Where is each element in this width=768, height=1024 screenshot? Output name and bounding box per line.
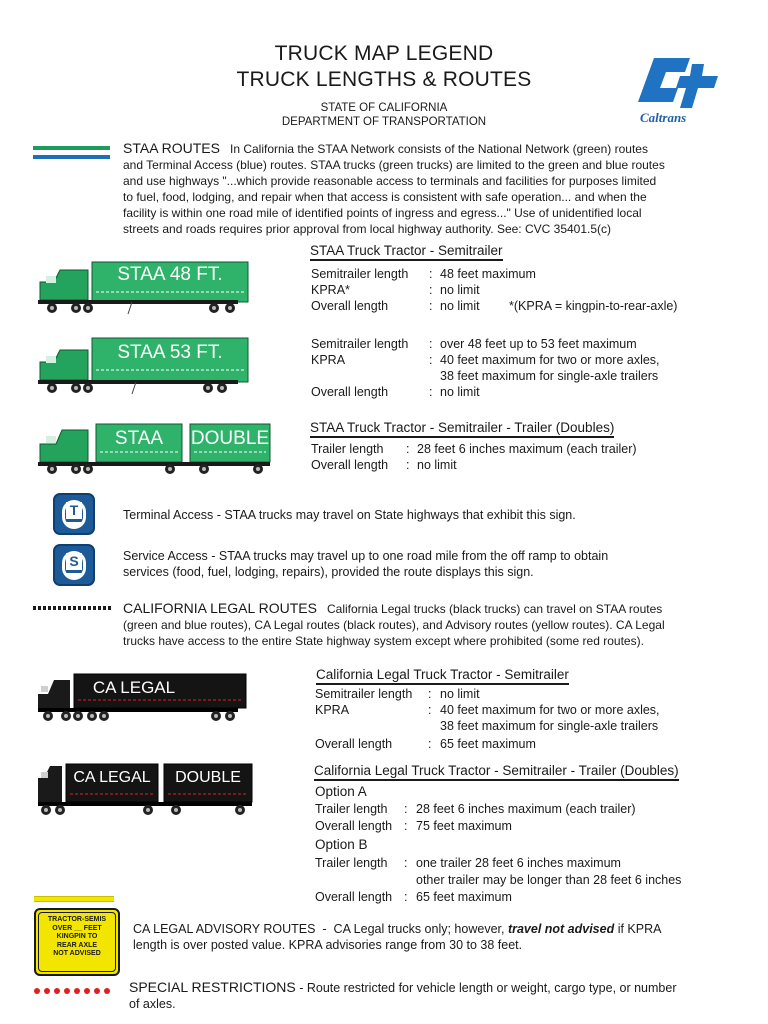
- staa-48ft-label: STAA 48 FT.: [117, 264, 223, 285]
- advisory-text-post: if KPRA: [614, 922, 662, 936]
- spec-label: Overall length: [315, 819, 393, 833]
- staa-48-specs: [311, 266, 731, 316]
- spec-value: no limit: [440, 299, 480, 313]
- option-b-label: Option B: [315, 837, 368, 852]
- spec-label: Trailer length: [315, 802, 388, 816]
- service-access-sign-icon: [53, 544, 95, 586]
- ca-legal-doubles-truck: [36, 762, 256, 818]
- staa-doubles-truck: [36, 418, 272, 478]
- spec-colon: :: [429, 299, 433, 313]
- spec-colon: :: [404, 890, 408, 904]
- spec-colon: :: [428, 687, 432, 701]
- ca-legal-routes-heading: CALIFORNIA LEGAL ROUTES: [123, 600, 317, 616]
- staa-routes-line3: and use highways "...which provide reasonable access to terminals and facilities for purposes limited: [123, 174, 657, 188]
- option-a-label: Option A: [315, 784, 367, 799]
- spec-colon: :: [429, 353, 433, 367]
- spec-value: 28 feet 6 inches maximum (each trailer): [417, 442, 637, 456]
- spec-colon: :: [428, 737, 432, 751]
- ca-legal-doubles-front-label: CA LEGAL: [73, 769, 151, 786]
- staa-routes-line5: facility is within one road mile of identified points of ingress and egress..." Use of unidentified local: [123, 206, 642, 220]
- red-dots-graphic: [33, 987, 113, 995]
- spec-value: 40 feet maximum for two or more axles,: [440, 353, 660, 367]
- special-restrictions-line1: - Route restricted for vehicle length or weight, cargo type, or number: [295, 981, 677, 995]
- page-title-line2: TRUCK LENGTHS & ROUTES: [236, 68, 532, 91]
- spec-value: no limit: [417, 458, 457, 472]
- ca-legal-routes-line3: trucks have access to the entire State highway system except where prohibited (some red routes).: [123, 634, 644, 648]
- special-restrictions-paragraph: [129, 979, 729, 1012]
- staa-routes-line6: streets and roads requires prior approval from local highway authority. See: CVC 35401.5(c): [123, 222, 612, 236]
- spec-colon: :: [429, 267, 433, 281]
- spec-value: 65 feet maximum: [416, 890, 512, 904]
- spec-label: Overall length: [315, 737, 393, 751]
- ca-legal-semitrailer-heading: California Legal Truck Tractor - Semitrailer: [316, 667, 569, 685]
- ca-legal-routes-line1: California Legal trucks (black trucks) can travel on STAA routes: [327, 602, 663, 616]
- spec-label: Semitrailer length: [315, 687, 413, 701]
- advisory-heading: CA LEGAL ADVISORY ROUTES: [133, 922, 316, 936]
- caltrans-logo-text: Caltrans: [640, 110, 687, 125]
- staa-routes-line4: to fuel, food, lodging, and repair when that access is consistent with safe operation... and when the: [123, 190, 647, 204]
- spec-value: 65 feet maximum: [440, 737, 536, 751]
- advisory-sign-text: [38, 912, 116, 972]
- staa-doubles-specs: [311, 441, 751, 475]
- service-access-line2: services (food, fuel, lodging, repairs), provided the route displays this sign.: [123, 565, 534, 579]
- spec-label: Overall length: [311, 458, 389, 472]
- spec-label: Overall length: [311, 299, 389, 313]
- spec-colon: :: [428, 703, 432, 717]
- advisory-text-pre: - CA Legal trucks only; however,: [315, 922, 508, 936]
- staa-53ft-label: STAA 53 FT.: [117, 342, 223, 363]
- advisory-sign-line: TRACTOR-SEMIS: [47, 916, 107, 923]
- ca-legal-truck: [36, 670, 250, 726]
- ca-legal-truck-label: CA LEGAL: [92, 678, 176, 697]
- advisory-sign-line: KINGPIN TO: [56, 933, 98, 940]
- staa-doubles-front-label: STAA: [114, 428, 164, 449]
- spec-colon: :: [429, 337, 433, 351]
- subtitle-state: STATE OF CALIFORNIA: [320, 102, 448, 114]
- terminal-access-letter: T: [66, 502, 82, 519]
- spec-value: over 48 feet up to 53 feet maximum: [440, 337, 637, 351]
- advisory-text-emphasis: travel not advised: [507, 922, 615, 936]
- spec-label: KPRA*: [311, 283, 350, 297]
- staa-semitrailer-heading: STAA Truck Tractor - Semitrailer: [310, 243, 503, 261]
- service-access-text: [123, 548, 608, 580]
- spec-colon: :: [404, 819, 408, 833]
- advisory-paragraph: [133, 921, 733, 953]
- service-access-line1: Service Access - STAA trucks may travel up to one road mile from the off ramp to obtain: [123, 549, 609, 563]
- special-restrictions-heading: SPECIAL RESTRICTIONS: [129, 979, 296, 995]
- spec-label: Semitrailer length: [311, 267, 409, 281]
- advisory-sign-line: REAR AXLE: [56, 941, 98, 949]
- spec-label: Semitrailer length: [311, 337, 409, 351]
- spec-label: Trailer length: [315, 856, 388, 870]
- terminal-access-sign-icon: [53, 493, 95, 535]
- option-b-specs: [315, 855, 755, 907]
- spec-value: 75 feet maximum: [416, 819, 512, 833]
- staa-53-specs: [311, 336, 751, 402]
- spec-label: KPRA: [315, 703, 350, 717]
- staa-routes-heading: STAA ROUTES: [123, 140, 220, 156]
- special-restrictions-line2: of axles.: [129, 997, 176, 1011]
- spec-value: other trailer may be longer than 28 feet 6 inches: [416, 873, 682, 887]
- spec-value: 40 feet maximum for two or more axles,: [440, 703, 660, 717]
- spec-value: 28 feet 6 inches maximum (each trailer): [416, 802, 636, 816]
- spec-value: one trailer 28 feet 6 inches maximum: [416, 856, 621, 870]
- spec-label: KPRA: [311, 353, 346, 367]
- staa-route-green-line: [33, 146, 110, 150]
- kpra-note: *(KPRA = kingpin-to-rear-axle): [509, 299, 678, 313]
- ca-legal-doubles-heading: California Legal Truck Tractor - Semitrailer - Trailer (Doubles): [314, 763, 679, 781]
- spec-colon: :: [406, 442, 410, 456]
- ca-legal-route-dotted-line: [33, 606, 111, 610]
- advisory-line2: length is over posted value. KPRA advisories range from 30 to 38 feet.: [133, 938, 523, 952]
- advisory-sign-line: OVER __ FEET: [52, 924, 102, 932]
- terminal-access-text: Terminal Access - STAA trucks may travel on State highways that exhibit this sign.: [123, 508, 576, 522]
- spec-value: 38 feet maximum for single-axle trailers: [440, 719, 659, 733]
- spec-value: no limit: [440, 385, 480, 399]
- page-title-line1: TRUCK MAP LEGEND: [274, 42, 494, 65]
- spec-colon: :: [406, 458, 410, 472]
- spec-value: 48 feet maximum: [440, 267, 536, 281]
- advisory-route-yellow-line: [34, 896, 114, 902]
- spec-label: Overall length: [311, 385, 389, 399]
- terminal-route-blue-line: [33, 155, 110, 159]
- staa-53ft-truck: [36, 336, 252, 398]
- special-restriction-red-dots: [33, 982, 113, 990]
- ca-legal-doubles-rear-label: DOUBLE: [175, 769, 241, 786]
- spec-label: Trailer length: [311, 442, 384, 456]
- caltrans-logo: [632, 54, 722, 126]
- subtitle-department: DEPARTMENT OF TRANSPORTATION: [281, 116, 487, 128]
- spec-value: no limit: [440, 283, 480, 297]
- service-access-letter: S: [66, 553, 82, 570]
- staa-routes-line1: In California the STAA Network consists of the National Network (green) routes: [230, 142, 648, 156]
- staa-routes-paragraph: [123, 140, 743, 237]
- ca-legal-semitrailer-specs: [315, 686, 735, 752]
- spec-colon: :: [429, 385, 433, 399]
- spec-value: 38 feet maximum for single-axle trailers: [440, 369, 659, 383]
- spec-label: Overall length: [315, 890, 393, 904]
- spec-colon: :: [404, 856, 408, 870]
- spec-colon: :: [429, 283, 433, 297]
- option-a-specs: [315, 801, 755, 835]
- spec-value: no limit: [440, 687, 480, 701]
- ca-legal-routes-line2: (green and blue routes), CA Legal routes (black routes), and Advisory routes (yellow routes). CA Legal: [123, 618, 665, 632]
- advisory-sign-line: NOT ADVISED: [53, 950, 101, 957]
- spec-colon: :: [404, 802, 408, 816]
- ca-legal-routes-paragraph: [123, 600, 743, 649]
- advisory-sign-icon: [34, 908, 120, 976]
- staa-48ft-truck: [36, 256, 252, 318]
- staa-routes-line2: and Terminal Access (blue) routes. STAA trucks (green trucks) are limited to the green and blue routes: [123, 158, 665, 172]
- staa-doubles-rear-label: DOUBLE: [190, 428, 270, 449]
- caltrans-logo-mark: [632, 54, 722, 114]
- staa-doubles-heading: STAA Truck Tractor - Semitrailer - Trailer (Doubles): [310, 420, 614, 438]
